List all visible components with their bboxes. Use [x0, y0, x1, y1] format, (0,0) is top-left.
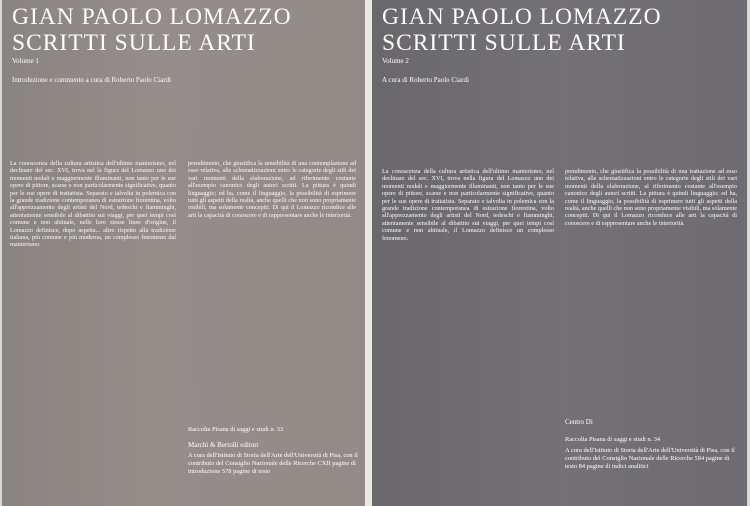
author-name: GIAN PAOLO LOMAZZO — [12, 4, 292, 30]
publisher-name: Centro Di — [565, 418, 593, 426]
colophon-text: A cura dell'Istituto di Storia dell'Arte dell'Università di Pisa, con il contributo del Consiglio Nazionale delle Ricerche CXII pagine di introduzione 578 pagine di testo — [188, 452, 358, 475]
cover-gap — [365, 0, 372, 506]
book-cover-volume-1 — [2, 0, 365, 506]
publisher-name: Marchi & Bertolli editori — [188, 441, 259, 449]
series-name: Raccolta Pisana di saggi e studi n. 34 — [565, 436, 661, 443]
series-block — [188, 426, 358, 476]
blurb-column-left: La conoscenza della cultura artistica dell'ultimo manierismo, nel declinare del sec. XVI, trova nel la figura del Lomazzo uno dei momenti nodali e maggiormente illuminanti, non tanto per le sue opere di pittore, scarse e non particolarmente significative, quanto per le sue opere di trattatista. Separato e talvolta in polemica con la grande tradizione contemporanea di estrazione fiorentina, volto all'apprezzamento degli artisti del Nord, tedeschi e fiamminghi, attentamente sensibile al dibattito sui viaggi, per quei tempi così comune e non abituale, nelle loro stesse linee d'origine, il Lomazzo definisce, dopo aspetta... altro rispetto alla tradizione italiana, più comune e più moderna, un complesso fenomeno dal manierismo. — [10, 160, 176, 249]
colophon-text: A cura dell'Istituto di Storia dell'Arte dell'Università di Pisa, con il contributo del Consiglio Nazionale delle Ricerche 584 pagine di testo 84 pagine di indici analitici — [565, 447, 735, 470]
author-name: GIAN PAOLO LOMAZZO — [382, 4, 662, 30]
book-title: SCRITTI SULLE ARTI — [12, 30, 256, 56]
book-title: SCRITTI SULLE ARTI — [382, 30, 626, 56]
series-block — [565, 418, 737, 471]
volume-label: Volume 2 — [382, 57, 409, 65]
blurb-column-right: prendimento, che giustifica la possibilità di una trattazione ad esso relativa, alle schematizzazioni entro le categorie degli stili dei vari momenti della elaborazione, al riferimento costante all'esempio canonico degli autori scritti. La pittura è quindi linguaggio; ed ha, come il linguaggio, la possibilità di esprimere tutti gli aspetti della realtà, anche quelli che non sono propriamente visibili, ma solamente concepiti. Di qui il Lomazzo riconduce alle arti la capacità di conoscere e di rappresentare anche le interiorità. — [565, 168, 737, 227]
blurb-column-left: La conoscenza della cultura artistica dell'ultimo manierismo, nel declinare del sec. XVI, trova nella figura del Lomazzo uno dei momenti nodali e maggiormente illuminanti, non tanto per le sue opere di pittore, scarse e non particolarmente significative, quanto per le sue opere di trattatista. Separato e talvolta in polemica con la grande tradizione contemporanea di estrazione fiorentina, volto all'apprezzamento degli artisti del Nord, tedeschi e fiamminghi, attentamente sensibile al dibattito sui viaggi, per quei tempi così comune e non abituale, il Lomazzo definisce un complesso fenomeno. — [382, 168, 554, 242]
blurb-column-right: prendimento, che giustifica la sensibilità di una contemplazione ad esso relativa, alle schematizzazioni entro le categorie degli stili dei vari momenti della elaborazione, ad riferimento costante all'esempio canonico degli autori scritti. La pittura è quindi linguaggio; ed ha, come il linguaggio, la possibilità di esprimere tutti gli aspetti della realtà, anche quelli che non sono propriamente visibili, ma solamente concepiti. Di qui il Lomazzo ricondice alle arti la capacità di conoscere e di rappresentare anche le interiorità. — [188, 160, 356, 219]
editor-credit: Introduzione e commento a cura di Roberto Paolo Ciardi — [12, 76, 172, 84]
series-name: Raccolta Pisana di saggi e studi n. 33 — [188, 426, 284, 433]
volume-label: Volume 1 — [12, 57, 39, 65]
editor-credit: A cura di Roberto Paolo Ciardi — [382, 76, 469, 84]
book-cover-volume-2 — [372, 0, 747, 506]
